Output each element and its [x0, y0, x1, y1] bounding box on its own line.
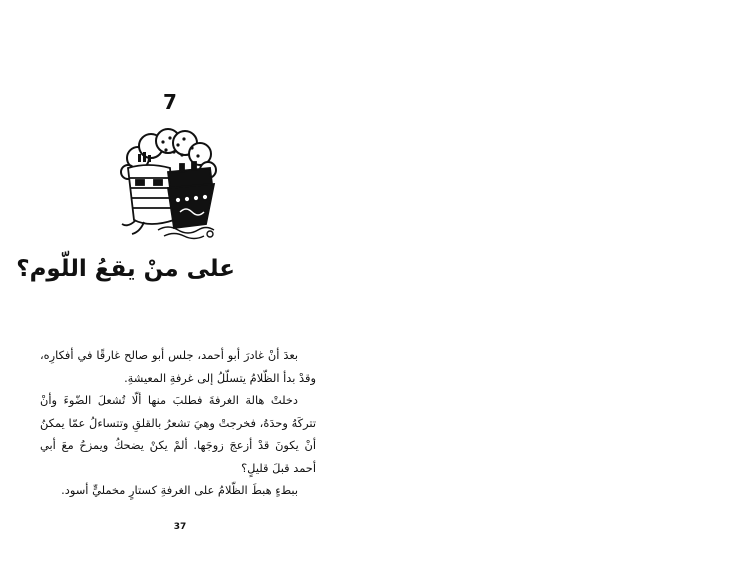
body-text: [40, 344, 316, 502]
page-number: 37: [173, 522, 187, 532]
chapter-number: 7: [163, 90, 177, 114]
paragraph: ببطءٍ هبطَ الظّلامُ على الغرفةِ كستارٍ مخمليٍّ أسود.: [61, 483, 298, 497]
mummy-and-boat-illustration: [118, 128, 218, 242]
chapter-title: على منْ يقعُ اللّوم؟: [16, 256, 235, 282]
boat-figure: [168, 162, 214, 228]
wave-lines: [158, 227, 214, 239]
mummy-figure: [122, 165, 174, 234]
paragraph: دخلتْ هالة الغرفةَ فطلبَ منها ألّا تُشعلَ الضّوءَ وأنْ تتركَهُ وحدَهُ، فخرجتْ وهيَ تشعرُ بالقلقِ وتتساءلُ عمّا يمكنُ أنْ يكونَ قدْ أزعجَ زوجَها. ألمْ يكنْ يضحكُ ويمزحُ معَ أبي أحمد قبلَ قليلٍ؟: [40, 393, 316, 475]
paragraph: بعدَ أنْ غادرَ أبو أحمد، جلس أبو صالح غارقًا في أفكارِه، وقدْ بدأ الظّلامُ يتسلّلُ إلى غرفةِ المعيشةِ.: [40, 348, 316, 385]
